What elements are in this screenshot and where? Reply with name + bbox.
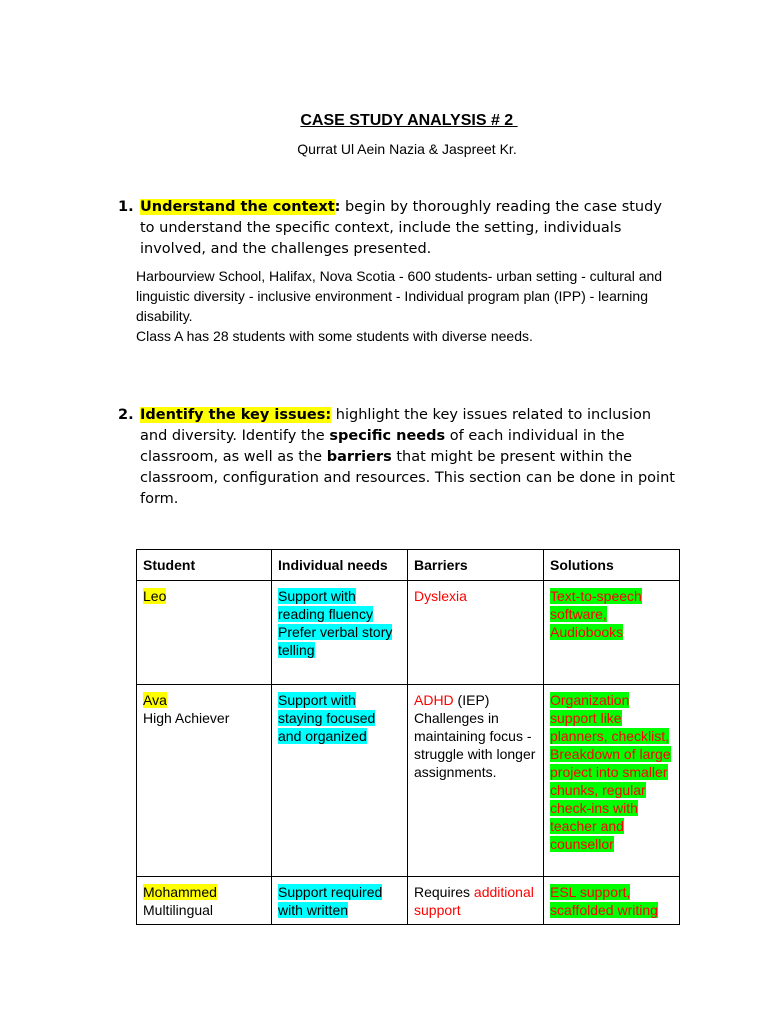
solutions-text: Text-to-speech software, Audiobooks xyxy=(550,588,642,640)
section-number: 1. xyxy=(118,199,134,215)
section-text: of each individual in the classroom, as well as the xyxy=(140,428,625,465)
context-line: Harbourview School, Halifax, Nova Scotia - 600 students- urban setting - cultural and linguistic diversity - inclusive environment - Individual program plan (IPP) - learning disability. xyxy=(136,268,663,324)
section-heading: Understand the context xyxy=(140,199,335,215)
section-understand-context xyxy=(118,197,678,260)
section-heading: Identify the key issues: xyxy=(140,407,332,423)
section-heading-colon: : xyxy=(334,199,341,215)
table-row xyxy=(137,581,680,685)
context-notes xyxy=(136,266,696,346)
solutions-cell xyxy=(544,877,680,925)
solutions-cell xyxy=(544,685,680,877)
barriers-cell xyxy=(408,877,544,925)
student-name: Leo xyxy=(143,588,167,604)
context-line: Class A has 28 students with some students with diverse needs. xyxy=(136,328,533,344)
table-row xyxy=(137,877,680,925)
student-name: Ava xyxy=(143,692,167,708)
barriers-cell xyxy=(408,685,544,877)
solutions-text: ESL support, scaffolded writing xyxy=(550,884,658,918)
needs-text: Support with reading fluency Prefer verbal story telling xyxy=(278,588,393,658)
document-authors: Qurrat Ul Aein Nazia & Jaspreet Kr. xyxy=(297,141,517,157)
needs-text: Support required with written xyxy=(278,884,383,918)
student-note: Multilingual xyxy=(143,902,214,918)
table-header-row xyxy=(137,550,680,581)
solutions-text: Organization support like planners, checklist, Breakdown of large project into smaller chunks, regular check-ins with teacher and counsellor xyxy=(550,692,671,852)
student-name: Mohammed xyxy=(143,884,217,900)
barrier-highlight: ADHD xyxy=(414,692,454,708)
column-header-student: Student xyxy=(137,550,272,581)
emphasis-barriers: barriers xyxy=(326,449,392,465)
student-cell xyxy=(137,877,272,925)
student-note: High Achiever xyxy=(143,710,230,726)
solutions-cell xyxy=(544,581,680,685)
column-header-barriers: Barriers xyxy=(408,550,544,581)
needs-text: Support with staying focused and organized xyxy=(278,692,376,744)
student-cell xyxy=(137,685,272,877)
section-text: begin by thoroughly reading the case study to understand the specific context, include the setting, individuals involved, and the challenges presented. xyxy=(140,199,662,257)
barriers-cell xyxy=(408,581,544,685)
student-cell xyxy=(137,581,272,685)
barrier-highlight: additional support xyxy=(414,884,534,918)
needs-cell xyxy=(272,877,408,925)
section-text: highlight the key issues related to inclusion and diversity. Identify the xyxy=(140,407,652,444)
column-header-needs: Individual needs xyxy=(272,550,408,581)
section-body xyxy=(140,405,678,510)
barrier-text: Requires xyxy=(414,884,474,900)
key-issues-table xyxy=(136,549,680,925)
section-text: that might be present within the classroom, configuration and resources. This section can be done in point form. xyxy=(140,449,675,507)
barrier-highlight: Dyslexia xyxy=(414,588,467,604)
emphasis-specific-needs: specific needs xyxy=(329,428,446,444)
section-key-issues xyxy=(118,405,678,510)
section-number: 2. xyxy=(118,407,134,423)
needs-cell xyxy=(272,581,408,685)
table-row xyxy=(137,685,680,877)
document-title: CASE STUDY ANALYSIS # 2 xyxy=(300,112,518,129)
barrier-text: (IEP) Challenges in maintaining focus - struggle with longer assignments. xyxy=(414,692,536,780)
section-body xyxy=(140,197,678,260)
needs-cell xyxy=(272,685,408,877)
column-header-solutions: Solutions xyxy=(544,550,680,581)
